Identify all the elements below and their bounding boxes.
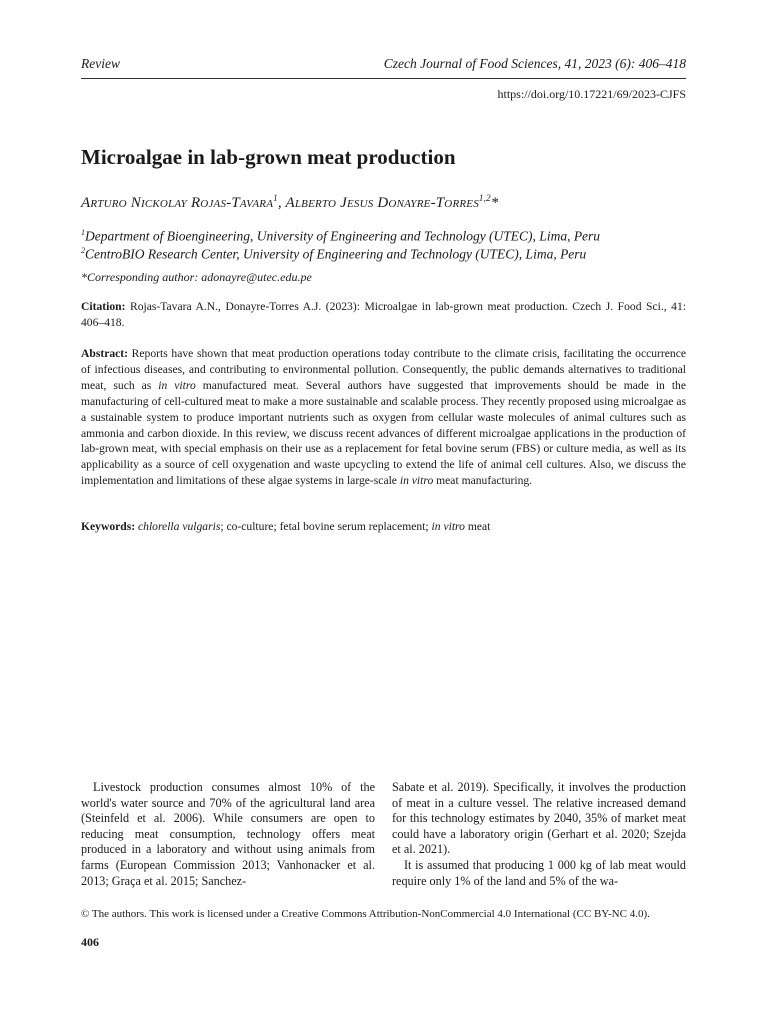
citation bbox=[81, 299, 686, 331]
author-name: Alberto Jesus Donayre-Torres bbox=[285, 195, 479, 211]
affiliation-text: CentroBIO Research Center, University of Engineering and Technology (UTEC), Lima, Peru bbox=[85, 246, 587, 262]
author-affiliation-marker: 1 bbox=[273, 193, 278, 203]
affiliation-1 bbox=[81, 228, 600, 245]
abstract-italic: in vitro bbox=[399, 474, 434, 488]
keyword: meat bbox=[464, 520, 491, 533]
author-name: Arturo Nickolay Rojas-Tavara bbox=[81, 195, 274, 211]
article-title: Microalgae in lab-grown meat production bbox=[81, 145, 456, 169]
citation-text: Rojas-Tavara A.N., Donayre-Torres A.J. (2023): Microalgae in lab-grown meat production. Czech J. Food Sci., 41: 406–418. bbox=[81, 300, 686, 329]
abstract-italic: in vitro bbox=[158, 378, 196, 392]
keywords-label: Keywords: bbox=[81, 520, 136, 533]
body-paragraph: Sabate et al. 2019). Specifically, it involves the production of meat in a culture vessel. The relative increased demand for this technology estimates by 2040, 35% of market meat could have a laboratory origin (Gerhart et al. 2020; Szejda et al. 2021). bbox=[392, 780, 686, 857]
affiliation-2 bbox=[81, 246, 586, 263]
body-column-left bbox=[81, 780, 375, 889]
abstract bbox=[81, 346, 686, 489]
author-affiliation-marker: 1,2 bbox=[478, 193, 491, 203]
license-notice: © The authors. This work is licensed under a Creative Commons Attribution-NonCommercial 4.0 International (CC BY-NC 4.0). bbox=[81, 908, 650, 920]
corresponding-marker: * bbox=[490, 195, 499, 211]
abstract-text: Reports have shown that meat production operations today contribute to the climate crisis, facilitating the occurrence of infectious diseases, and contributing to environmental pollution. Consequently, the public demands alternatives to traditional meat, such as bbox=[81, 347, 686, 392]
abstract-text: meat manufacturing. bbox=[433, 474, 533, 488]
header-divider bbox=[81, 78, 686, 79]
affiliation-marker: 2 bbox=[81, 246, 85, 255]
citation-label: Citation: bbox=[81, 300, 126, 313]
affiliation-text: Department of Bioengineering, University of Engineering and Technology (UTEC), Lima, Peru bbox=[85, 228, 601, 244]
keywords bbox=[81, 519, 686, 535]
author-list bbox=[81, 193, 498, 212]
page-number: 406 bbox=[81, 935, 99, 949]
keyword: ; co-culture; fetal bovine serum replacement; bbox=[220, 520, 432, 533]
body-column-right bbox=[392, 780, 686, 889]
corresponding-author: *Corresponding author: adonayre@utec.edu.pe bbox=[81, 270, 312, 284]
body-paragraph: It is assumed that producing 1 000 kg of lab meat would require only 1% of the land and 5% of the wa- bbox=[392, 857, 686, 888]
abstract-text: manufactured meat. Several authors have suggested that improvements should be made in the manufacturing of cell-cultured meat to make a more sustainable and scalable process. They recently proposed using microalgae as a sustainable system to produce important nutrients such as oxygen from cellular waste molecules of animal cultures such as ammonia and carbon dioxide. In this review, we discuss recent advances of different microalgae applications in the production of lab-grown meat, with special emphasis on their use as a replacement for fetal bovine serum (FBS) or culture media, as well as its applicability as a source of cell oxygenation and waste upcycling to extend the life of animal cell cultures. Also, we discuss the implementation and limitations of these algae systems in large-scale bbox=[81, 378, 686, 488]
body-paragraph: Livestock production consumes almost 10% of the world's water source and 70% of the agricultural land area (Steinfeld et al. 2006). While consumers are open to reducing meat consumption, technology offers meat produced in a laboratory and without using animals from farms (European Commission 2013; Vanhonacker et al. 2013; Graça et al. 2015; Sanchez- bbox=[81, 780, 375, 888]
author-separator: , bbox=[277, 195, 286, 211]
doi-link[interactable]: https://doi.org/10.17221/69/2023-CJFS bbox=[497, 87, 686, 101]
keyword: chlorella vulgaris bbox=[138, 520, 221, 533]
running-header-journal: Czech Journal of Food Sciences, 41, 2023 (6): 406–418 bbox=[383, 56, 686, 71]
keyword: in vitro bbox=[431, 520, 465, 533]
abstract-label: Abstract: bbox=[81, 347, 129, 360]
affiliation-marker: 1 bbox=[81, 228, 85, 237]
running-header-section: Review bbox=[81, 56, 120, 71]
